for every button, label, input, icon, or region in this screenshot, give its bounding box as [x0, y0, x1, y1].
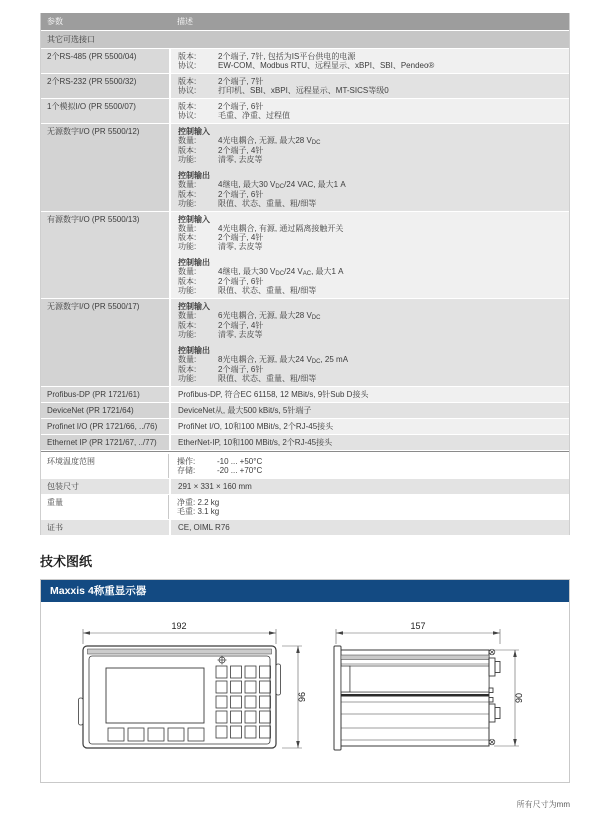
left-mount-tab — [79, 698, 84, 725]
param-cell: 包装尺寸 — [41, 479, 169, 494]
spec-line-label: 功能: — [178, 330, 197, 339]
spec-group — [178, 422, 563, 431]
spec-row — [41, 99, 569, 123]
spec-group — [178, 127, 563, 164]
spec-line — [178, 111, 563, 120]
spec-line-label: 数量: — [178, 355, 197, 364]
side-depth-dimension-label: 157 — [410, 621, 426, 631]
spec-group — [178, 482, 563, 491]
spec-line-value: 4光电耦合, 有源, 通过隔离接触开关 — [218, 224, 344, 233]
spec-line-label: 数量: — [178, 136, 197, 145]
spec-line-value: 清零, 去皮等 — [218, 330, 263, 339]
desc-cell — [171, 403, 569, 418]
spec-group-title: 控制输入 — [178, 302, 210, 311]
spec-line — [178, 199, 563, 208]
spec-line-value: 清零, 去皮等 — [218, 242, 263, 251]
desc-cell — [171, 387, 569, 402]
spec-line-value: 4光电耦合, 无源, 最大28 $V_{DC}$ — [218, 136, 321, 146]
spec-line-label: 数量: — [178, 267, 197, 276]
spec-line-value: DeviceNet从, 最大500 kBit/s, 5针端子 — [178, 406, 312, 415]
desc-cell — [171, 419, 569, 434]
spec-line — [178, 61, 563, 70]
display-screen — [106, 668, 204, 723]
desc-cell — [170, 495, 569, 519]
desc-cell — [171, 124, 569, 211]
param-cell: 1个模拟I/O (PR 5500/07) — [41, 99, 169, 123]
spec-line — [178, 330, 563, 339]
spec-line-label: 功能: — [178, 286, 197, 295]
spec-row — [41, 454, 569, 478]
side-height-dimension-label: 90 — [514, 692, 524, 704]
param-cell: 重量 — [41, 495, 169, 519]
spec-group — [177, 457, 563, 475]
front-top-strip — [88, 649, 272, 654]
spec-line-value: EtherNet-IP, 10和100 MBit/s, 2个RJ-45接头 — [178, 438, 333, 447]
side-divider-band — [341, 694, 489, 697]
spec-row — [41, 212, 569, 298]
side-depth-dimension-lines — [336, 629, 500, 644]
spec-group — [178, 258, 563, 295]
spec-group-title: 控制输出 — [178, 258, 210, 267]
spec-line-value: -10 ... +50°C — [217, 457, 263, 466]
spec-row — [41, 403, 569, 418]
spec-group — [178, 215, 563, 251]
table-body — [41, 49, 569, 535]
spec-table — [40, 13, 570, 535]
desc-cell — [171, 435, 569, 450]
spec-line-value: 限值、状态、重量、粗/细等 — [218, 199, 317, 208]
dimensions-note: 所有尺寸为mm — [516, 800, 570, 809]
spec-line-value: 2个端子, 7针, 包括为IS平台供电的电源 — [218, 52, 356, 61]
spec-line — [178, 146, 563, 155]
spec-line-label: 协议: — [178, 61, 197, 70]
spec-group-title: 控制输出 — [178, 346, 210, 355]
spec-row — [41, 49, 569, 73]
desc-cell — [170, 454, 569, 478]
spec-line — [178, 242, 563, 251]
side-front-flange — [334, 646, 341, 750]
spec-line-value: -20 ... +70°C — [217, 466, 263, 475]
spec-line — [178, 438, 563, 447]
spec-line-value: EW-COM、Modbus RTU、远程显示、xBPI、SBI、Pendeo® — [218, 61, 435, 70]
spec-line-label: 版本: — [178, 277, 197, 286]
spec-line — [178, 374, 563, 383]
spec-line-value: 2个端子, 4针 — [218, 321, 264, 330]
spec-line-label: 协议: — [178, 86, 197, 95]
spec-line — [178, 390, 563, 399]
section-heading: 技术图纸 — [40, 554, 93, 569]
side-top-band — [341, 655, 489, 660]
spec-line — [177, 507, 563, 516]
column-header-desc: 描述 — [177, 17, 193, 26]
spec-line-value: CE, OIML R76 — [178, 523, 230, 532]
technical-drawing — [41, 602, 569, 782]
spec-group-title: 控制输出 — [178, 171, 210, 180]
spec-group — [178, 302, 563, 339]
param-cell: 无源数字I/O (PR 5500/17) — [41, 299, 169, 386]
spec-line — [178, 224, 563, 233]
spec-group — [178, 523, 563, 532]
spec-line-value: 4继电, 最大30 $V_{DC}/24$ VAC, 最大1 A — [218, 180, 346, 190]
spec-line — [178, 422, 563, 431]
param-cell: DeviceNet (PR 1721/64) — [41, 403, 169, 418]
spec-line-value: 2个端子, 4针 — [218, 233, 264, 242]
spec-line-label: 操作: — [177, 457, 196, 466]
spec-line-value: 2个端子, 6针 — [218, 365, 264, 374]
side-hinge-block — [341, 666, 350, 692]
spec-row — [41, 124, 569, 211]
spec-line-value: 2个端子, 7针 — [218, 77, 264, 86]
spec-row — [41, 387, 569, 402]
param-cell: 2个RS-232 (PR 5500/32) — [41, 74, 169, 98]
param-cell: 无源数字I/O (PR 5500/12) — [41, 124, 169, 211]
spec-line-label: 版本: — [178, 52, 197, 61]
column-header-param: 参数 — [47, 17, 63, 26]
spec-group — [178, 390, 563, 399]
front-width-dimension-lines — [83, 629, 276, 644]
param-cell: Profinet I/O (PR 1721/66, ../76) — [41, 419, 169, 434]
spec-line-label: 版本: — [178, 233, 197, 242]
spec-row — [41, 495, 569, 519]
spec-line-value: 2个端子, 4针 — [218, 146, 264, 155]
spec-line — [178, 406, 563, 415]
spec-line-value: Profibus-DP, 符合EC 61158, 12 MBit/s, 9针Sub D接头 — [178, 390, 369, 399]
spec-group — [178, 52, 563, 70]
spec-group — [177, 498, 563, 516]
side-view-drawing — [334, 621, 524, 750]
spec-line — [177, 466, 563, 475]
spec-line-value: 打印机、SBI、xBPI、远程显示、MT-SICS等级0 — [218, 86, 389, 95]
spec-line-label: 功能: — [178, 199, 197, 208]
spec-line-label: 功能: — [178, 374, 197, 383]
spec-line-label: 版本: — [178, 102, 197, 111]
spec-row — [41, 520, 569, 535]
table-section-divider — [41, 451, 569, 452]
table-section-band: 其它可选接口 — [41, 31, 569, 48]
spec-line — [178, 267, 563, 277]
param-cell: Ethernet IP (PR 1721/67, ../77) — [41, 435, 169, 450]
spec-line — [178, 102, 563, 111]
spec-line-label: 存储: — [177, 466, 196, 475]
spec-line-label: 版本: — [178, 146, 197, 155]
spec-line — [178, 482, 563, 491]
spec-line-label: 版本: — [178, 190, 197, 199]
spec-row — [41, 479, 569, 494]
desc-cell — [171, 74, 569, 98]
spec-row — [41, 299, 569, 386]
spec-line-label: 版本: — [178, 321, 197, 330]
front-height-dimension-label: 96 — [297, 691, 307, 703]
spec-line — [178, 155, 563, 164]
spec-line-label: 协议: — [178, 111, 197, 120]
spec-line-value: 291 × 331 × 160 mm — [178, 482, 252, 491]
spec-line — [178, 321, 563, 330]
spec-line-value: 限值、状态、重量、粗/细等 — [218, 286, 317, 295]
side-body — [341, 650, 489, 746]
spec-line-label: 版本: — [178, 77, 197, 86]
rear-screws — [489, 649, 495, 745]
spec-line-value: 8光电耦合, 无源, 最大24 $V_{DC}$, 25 mA — [218, 355, 349, 365]
spec-line-label: 数量: — [178, 311, 197, 320]
spec-line-value: ProfiNet I/O, 10和100 MBit/s, 2个RJ-45接头 — [178, 422, 334, 431]
spec-line-value: 2个端子, 6针 — [218, 190, 264, 199]
spec-line-value: 限值、状态、重量、粗/细等 — [218, 374, 317, 383]
spec-group — [178, 438, 563, 447]
param-cell: Profibus-DP (PR 1721/61) — [41, 387, 169, 402]
spec-line-label: 功能: — [178, 242, 197, 251]
spec-line — [178, 277, 563, 286]
param-cell: 有源数字I/O (PR 5500/13) — [41, 212, 169, 298]
spec-group — [178, 406, 563, 415]
desc-cell — [171, 49, 569, 73]
spec-line-label: 功能: — [178, 155, 197, 164]
spec-line-label: 数量: — [178, 224, 197, 233]
desc-cell — [171, 520, 569, 535]
desc-cell — [171, 212, 569, 298]
spec-group — [178, 171, 563, 208]
spec-line-value: 清零, 去皮等 — [218, 155, 263, 164]
spec-line — [178, 233, 563, 242]
desc-cell — [171, 479, 569, 494]
spec-line-value: 净重: 2.2 kg — [177, 498, 220, 507]
spec-group-title: 控制输入 — [178, 215, 210, 224]
spec-group — [178, 102, 563, 120]
spec-row — [41, 74, 569, 98]
front-width-dimension-label: 192 — [171, 621, 187, 631]
spec-line-value: 2个端子, 6针 — [218, 277, 264, 286]
spec-line-value: 6光电耦合, 无源, 最大28 $V_{DC}$ — [218, 311, 321, 321]
spec-line — [178, 311, 563, 321]
param-cell: 2个RS-485 (PR 5500/04) — [41, 49, 169, 73]
param-cell: 环境温度范围 — [41, 454, 169, 478]
spec-line-value: 毛重、净重、过程值 — [218, 111, 290, 120]
spec-line — [178, 190, 563, 199]
spec-line-value: 4继电, 最大30 $V_{DC}/24$ $V_{AC}$, 最大1 A — [218, 267, 344, 277]
drawing-panel — [40, 579, 570, 783]
spec-row — [41, 435, 569, 450]
spec-line — [178, 180, 563, 190]
spec-line — [177, 457, 563, 466]
right-mount-tab — [276, 664, 281, 695]
spec-row — [41, 419, 569, 434]
desc-cell — [171, 99, 569, 123]
rear-connectors — [489, 658, 500, 722]
spec-group-title: 控制输入 — [178, 127, 210, 136]
table-header-row — [41, 13, 569, 30]
spec-line — [178, 286, 563, 295]
spec-line — [178, 77, 563, 86]
spec-line-value: 2个端子, 6针 — [218, 102, 264, 111]
front-view-drawing — [79, 621, 308, 748]
spec-line-value: 毛重: 3.1 kg — [177, 507, 220, 516]
spec-line — [178, 365, 563, 374]
spec-line-label: 数量: — [178, 180, 197, 189]
side-upper-module — [350, 666, 489, 692]
spec-line — [178, 523, 563, 532]
desc-cell — [171, 299, 569, 386]
spec-line-label: 版本: — [178, 365, 197, 374]
spec-line — [177, 498, 563, 507]
spec-line — [178, 86, 563, 95]
spec-group — [178, 77, 563, 95]
spec-line — [178, 355, 563, 365]
spec-line — [178, 136, 563, 146]
spec-line — [178, 52, 563, 61]
spec-group — [178, 346, 563, 383]
param-cell: 证书 — [41, 520, 169, 535]
drawing-panel-title: Maxxis 4称重显示器 — [41, 580, 569, 602]
